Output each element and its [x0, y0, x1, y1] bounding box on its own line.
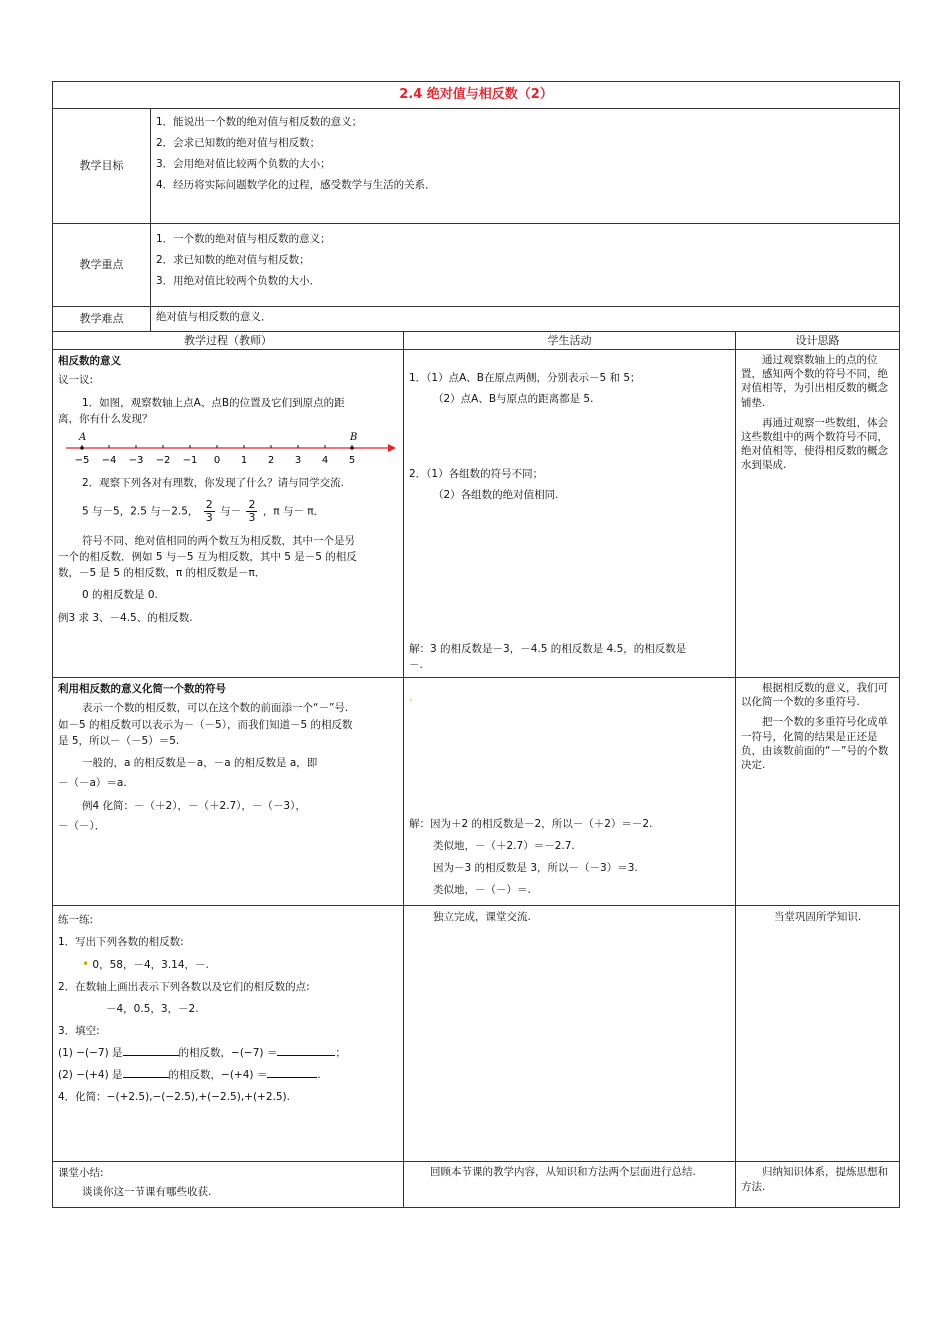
student-cell-1	[404, 350, 736, 678]
exercise-2: 2．在数轴上画出表示下列各数以及它们的相反数的点:	[58, 981, 310, 994]
objective-item: 3．会用绝对值比较两个负数的大小；	[156, 158, 331, 170]
solution-text-cont: 类似地，－（－）＝.	[433, 884, 531, 897]
axis-tick-label: 5	[348, 455, 356, 467]
fraction-denominator: 3	[248, 511, 256, 525]
design-note: 再通过观察一些数组，体会这些数组中的两个数符号不同，绝对值相等，使得相反数的概念水到渠成.	[741, 416, 888, 472]
paragraph-text-cont: －（－a）＝a.	[58, 777, 127, 790]
student-activity: 独立完成，课堂交流.	[433, 911, 531, 924]
exercise-3-2	[58, 1064, 398, 1086]
key-point-item: 2．求已知数的绝对值与相反数；	[156, 254, 310, 266]
fill-text: 的相反数，−(+4) ＝	[168, 1069, 268, 1082]
paragraph-text: 一般的，a 的相反数是－a，－a 的相反数是 a，即	[82, 757, 318, 770]
difficulty-label: 教学难点	[53, 307, 151, 332]
blank-field[interactable]	[267, 1066, 317, 1078]
header-student: 学生活动	[404, 332, 736, 350]
teacher-cell-1	[53, 350, 404, 678]
solution-text-cont: 类似地，－（＋2.7）＝－2.7.	[433, 840, 575, 853]
fraction-numerator: 2	[248, 498, 256, 512]
key-points-label: 教学重点	[53, 224, 151, 307]
key-points-content	[151, 224, 900, 307]
difficulty-row	[53, 307, 900, 332]
column-header-row	[53, 332, 900, 350]
student-solution	[409, 813, 734, 901]
design-cell-2	[736, 678, 900, 906]
student-activity: 回顾本节课的教学内容，从知识和方法两个层面进行总结.	[430, 1166, 696, 1179]
definition-text-cont: 数，－5 是 5 的相反数，π 的相反数是－π．	[58, 567, 266, 580]
teacher-cell-4	[53, 1162, 404, 1208]
axis-tick-label: −3	[128, 455, 144, 467]
point-b-label: B	[350, 432, 358, 444]
point-b	[350, 446, 354, 450]
design-note: 当堂巩固所学知识.	[773, 911, 862, 924]
key-points-row	[53, 224, 900, 307]
objective-item: 4．经历将实际问题数学化的过程，感受数学与生活的关系．	[156, 179, 436, 191]
point-a	[80, 446, 84, 450]
bullet-dot: •	[82, 957, 90, 972]
student-answer: （2）各组数的绝对值相同.	[433, 488, 559, 501]
pairs-text-mid: 与－	[220, 505, 242, 518]
key-point-item: 1．一个数的绝对值与相反数的意义；	[156, 233, 331, 245]
solution-text: 解：因为＋2 的相反数是－2，所以－（＋2）＝－2.	[409, 818, 653, 831]
axis-tick-label: 2	[267, 455, 275, 467]
pairs-text-b: ，π 与－ π．	[262, 505, 325, 518]
fill-text: (2) −(+4) 是	[58, 1069, 123, 1082]
paragraph-text-cont: 如－5 的相反数可以表示为－（－5），而我们知道－5 的相反数	[58, 718, 353, 731]
solution-text-cont: －.	[409, 658, 423, 671]
section-heading: 练一练:	[58, 914, 94, 927]
objectives-content	[151, 109, 900, 224]
number-pairs	[58, 499, 398, 524]
axis-arrow	[388, 444, 396, 452]
point-a-label: A	[79, 432, 87, 444]
objective-item: 2．会求已知数的绝对值与相反数；	[156, 137, 321, 149]
section-heading: 利用相反数的意义化简一个数的符号	[58, 683, 226, 696]
design-note: 把一个数的多重符号化成单一符号，化简的结果是正还是负，由该数前面的“－”号的个数决定.	[741, 716, 889, 771]
exercise-2-values: －4，0.5，3，－2.	[106, 1003, 199, 1016]
axis-tick-label: −1	[182, 455, 198, 467]
axis-tick-label: 4	[321, 455, 329, 467]
fraction-numerator: 2	[205, 498, 213, 512]
design-note: 通过观察数轴上的点的位置，感知两个数的符号不同，绝对值相等，为引出相反数的概念铺垫.	[741, 354, 888, 409]
section-heading: 相反数的意义	[58, 355, 121, 368]
objective-item: 1．能说出一个数的绝对值与相反数的意义；	[156, 116, 363, 128]
section-simplify-sign	[53, 678, 900, 906]
teacher-cell-2	[53, 678, 404, 906]
question-2-text: 2．观察下列各对有理数，你发现了什么？请与同学交流.	[82, 477, 345, 490]
solution-text: 解：3 的相反数是－3，－4.5 的相反数是 4.5，的相反数是	[409, 642, 687, 655]
fraction-denominator: 3	[205, 511, 213, 525]
example-4: 例4 化简：－（＋2），－（＋2.7），－（－3），	[82, 799, 306, 812]
number-line	[58, 431, 398, 471]
paragraph-text-cont: 是 5，所以－（－5）＝5.	[58, 734, 180, 747]
lesson-plan	[52, 81, 899, 1208]
design-note: 归纳知识体系，提炼思想和方法.	[741, 1166, 888, 1193]
axis-tick-label: 0	[213, 455, 221, 467]
axis-tick-label: −5	[74, 455, 90, 467]
blank-field[interactable]	[123, 1044, 179, 1056]
header-design: 设计思路	[736, 332, 900, 350]
design-cell-3	[736, 906, 900, 1162]
title-row	[53, 82, 900, 109]
exercise-3: 3．填空:	[58, 1025, 100, 1038]
page-title: 2.4 绝对值与相反数（2）	[53, 82, 900, 109]
teacher-cell-3	[53, 906, 404, 1162]
student-answer: （2）点A、B与原点的距离都是 5.	[433, 393, 594, 406]
section-summary	[53, 1162, 900, 1208]
paragraph-text: 表示一个数的相反数，可以在这个数的前面添一个“－”号.	[82, 702, 349, 715]
fill-text: (1) −(−7) 是	[58, 1047, 123, 1060]
exercise-1-values: 0，58，－4，3.14，－.	[92, 959, 209, 972]
axis-tick-label: 3	[294, 455, 302, 467]
blank-field[interactable]	[277, 1044, 335, 1056]
objectives-label: 教学目标	[53, 109, 151, 224]
axis-tick-label: −4	[101, 455, 117, 467]
solution-text-cont: 因为－3 的相反数是 3，所以－（－3）＝3.	[433, 862, 638, 875]
exercise-1-numbers	[58, 953, 398, 976]
key-point-item: 3．用绝对值比较两个负数的大小．	[156, 275, 321, 287]
objectives-row	[53, 109, 900, 224]
student-answer: 2．（1）各组数的符号不同；	[409, 467, 544, 480]
blank-field[interactable]	[123, 1066, 169, 1078]
fraction	[204, 499, 215, 524]
question-1-text: 1．如图，观察数轴上点A、点B的位置及它们到原点的距	[82, 396, 345, 409]
design-note: 根据相反数的意义，我们可以化简一个数的多重符号.	[741, 682, 888, 709]
student-mark: .	[409, 690, 413, 705]
fraction	[246, 499, 257, 524]
student-solution	[409, 641, 734, 674]
example-3: 例3 求 3、－4.5、的相反数.	[58, 611, 193, 624]
fill-text: 的相反数，−(−7) ＝	[178, 1047, 278, 1060]
exercise-3-1	[58, 1042, 398, 1064]
section-opposite-meaning	[53, 350, 900, 678]
zero-opposite: 0 的相反数是 0.	[82, 589, 158, 602]
definition-text-cont: 一个的相反数．例如 5 与－5 互为相反数，其中 5 是－5 的相反	[58, 550, 357, 563]
discuss-label: 议一议:	[58, 374, 94, 387]
summary-text: 谈谈你这一节课有哪些收获.	[82, 1186, 212, 1199]
lesson-table	[52, 81, 900, 1208]
design-cell-1	[736, 350, 900, 678]
axis-tick-label: 1	[240, 455, 248, 467]
header-teacher: 教学过程（教师）	[53, 332, 404, 350]
student-cell-3	[404, 906, 736, 1162]
example-4-cont: －（－）．	[58, 819, 106, 832]
student-cell-2	[404, 678, 736, 906]
exercise-4: 4．化简：−(+2.5),−(−2.5),+(−2.5),+(+2.5).	[58, 1091, 290, 1104]
design-cell-4	[736, 1162, 900, 1208]
axis-tick-label: −2	[155, 455, 171, 467]
fill-text: ；	[335, 1047, 346, 1060]
difficulty-text: 绝对值与相反数的意义．	[151, 307, 900, 332]
student-answer: 1．（1）点A、B在原点两侧，分别表示－5 和 5；	[409, 372, 641, 385]
section-practice	[53, 906, 900, 1162]
fill-text: .	[317, 1069, 321, 1082]
student-cell-4	[404, 1162, 736, 1208]
exercise-1: 1．写出下列各数的相反数:	[58, 936, 184, 949]
question-1-text-cont: 离，你有什么发现？	[58, 412, 153, 425]
section-heading: 课堂小结:	[58, 1167, 104, 1180]
definition-text: 符号不同、绝对值相同的两个数互为相反数，其中一个是另	[82, 534, 355, 547]
pairs-text-a: 5 与－5，2.5 与－2.5，	[82, 505, 199, 518]
